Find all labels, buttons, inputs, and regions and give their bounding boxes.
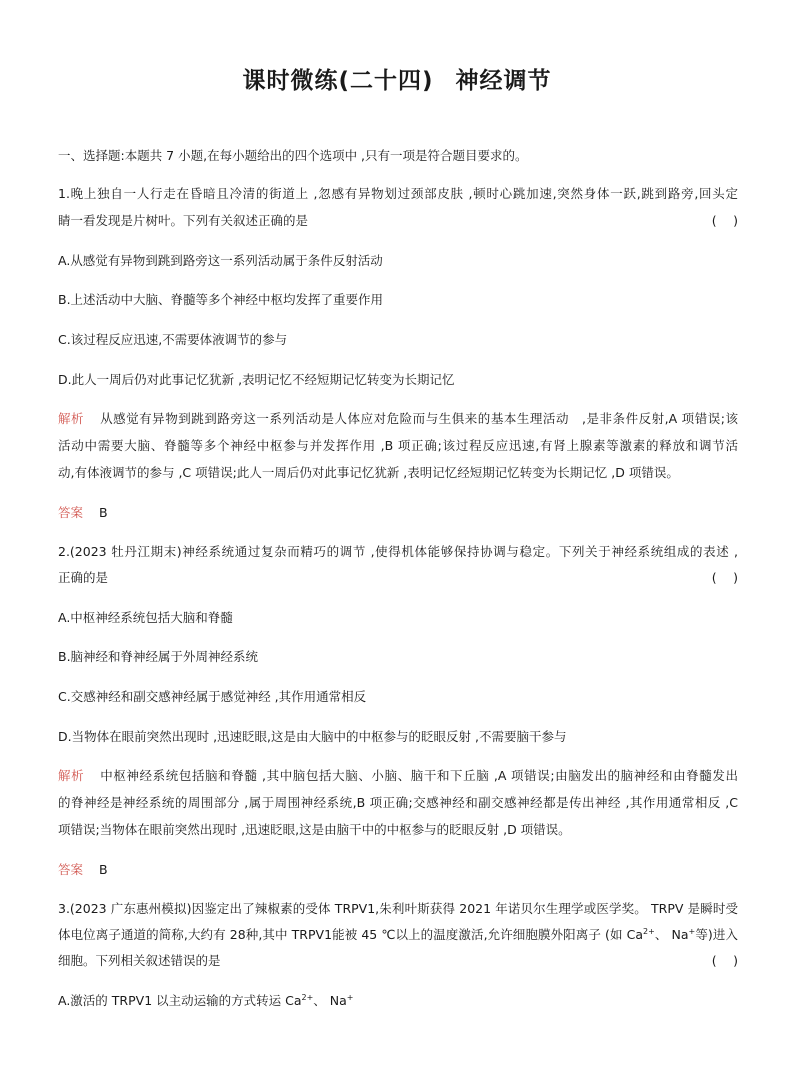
q2-option-a: A.中枢神经系统包括大脑和脊髓 (58, 610, 233, 625)
q1-answer-paren: ( ) (711, 213, 738, 228)
q1-option-c: C.该过程反应迅速,不需要体液调节的参与 (58, 332, 288, 347)
analysis-label: 解析 (58, 411, 85, 426)
q1-answer-value: B (99, 505, 108, 520)
q2-answer-value: B (99, 862, 108, 877)
q1-stem-line-2: 睛一看发现是片树叶。下列有关叙述正确的是 (58, 213, 309, 228)
q2-analysis-line-1 (58, 766, 738, 784)
q2-stem-line-1: 2.(2023 牡丹江期末)神经系统通过复杂而精巧的调节 ,使得机体能够保持协调与稳定。下列关于神经系统组成的表述 , (58, 544, 738, 559)
q2-analysis-line-3: 项错误;当物体在眼前突然出现时 ,迅速眨眼,这是由脑干中的中枢参与的眨眼反射 ,D 项错误。 (58, 822, 571, 837)
q3-stem-line-2: 体电位离子通道的简称,大约有 28种,其中 TRPV1能被 45 ℃以上的温度激活,允许细胞膜外阳离子 (如 $Ca^{2+}$、 Na+等)进入 (58, 927, 738, 942)
q1-stem-line-1: 1.晚上独自一人行走在昏暗且冷清的街道上 ,忽感有异物划过颈部皮肤 ,顿时心跳加速,突然身体一跃,跳到路旁,回头定 (58, 186, 738, 201)
q3-stem-line-1: 3.(2023 广东惠州模拟)因鉴定出了辣椒素的受体 TRPV1,朱利叶斯获得 2021 年诺贝尔生理学或医学奖。 TRPV 是瞬时受 (58, 901, 738, 916)
q2-option-d: D.当物体在眼前突然出现时 ,迅速眨眼,这是由大脑中的中枢参与的眨眼反射 ,不需要脑干参与 (58, 729, 567, 744)
q3-stem-line-3: 细胞。下列相关叙述错误的是 (58, 953, 221, 968)
analysis-label: 解析 (58, 768, 85, 783)
q1-analysis-text-1: 从感觉有异物到跳到路旁这一系列活动是人体应对危险而与生俱来的基本生理活动 ,是非条件反射,A 项错误;该 (100, 411, 738, 426)
answer-label: 答案 (58, 862, 84, 877)
q2-option-c: C.交感神经和副交感神经属于感觉神经 ,其作用通常相反 (58, 689, 367, 704)
q2-answer (58, 860, 108, 878)
section-heading: 一、选择题:本题共 7 小题,在每小题给出的四个选项中 ,只有一项是符合题目要求的。 (58, 148, 528, 163)
q2-analysis-line-2: 的脊神经是神经系统的周围部分 ,属于周围神经系统,B 项正确;交感神经和副交感神经都是传出神经 ,其作用通常相反 ,C (58, 795, 738, 810)
q1-option-b: B.上述活动中大脑、脊髓等多个神经中枢均发挥了重要作用 (58, 292, 384, 307)
q2-option-b: B.脑神经和脊神经属于外周神经系统 (58, 649, 259, 664)
q1-analysis-line-3: 动,有体液调节的参与 ,C 项错误;此人一周后仍对此事记忆犹新 ,表明记忆经短期记忆转变为长期记忆 ,D 项错误。 (58, 465, 679, 480)
q1-option-a: A.从感觉有异物到跳到路旁这一系列活动属于条件反射活动 (58, 253, 383, 268)
q2-answer-paren: ( ) (711, 570, 738, 585)
q1-analysis-line-1 (58, 409, 738, 427)
q1-answer (58, 503, 108, 521)
q3-option-a: A.激活的 TRPV1 以主动运输的方式转运 $Ca^{2+}$、 Na+ (58, 993, 354, 1008)
q1-option-d: D.此人一周后仍对此事记忆犹新 ,表明记忆不经短期记忆转变为长期记忆 (58, 372, 455, 387)
page-title (0, 62, 794, 95)
q2-stem-line-2: 正确的是 (58, 570, 109, 585)
q1-analysis-line-2: 活动中需要大脑、脊髓等多个神经中枢参与并发挥作用 ,B 项正确;该过程反应迅速,有肾上腺素等激素的释放和调节活 (58, 438, 738, 453)
q2-analysis-text-1: 中枢神经系统包括脑和脊髓 ,其中脑包括大脑、小脑、脑干和下丘脑 ,A 项错误;由脑发出的脑神经和由脊髓发出 (100, 768, 738, 783)
q3-answer-paren: ( ) (711, 953, 738, 968)
title-main: 课时微练(二十四) (242, 68, 434, 94)
title-sub: 神经调节 (455, 68, 552, 94)
answer-label: 答案 (58, 505, 84, 520)
